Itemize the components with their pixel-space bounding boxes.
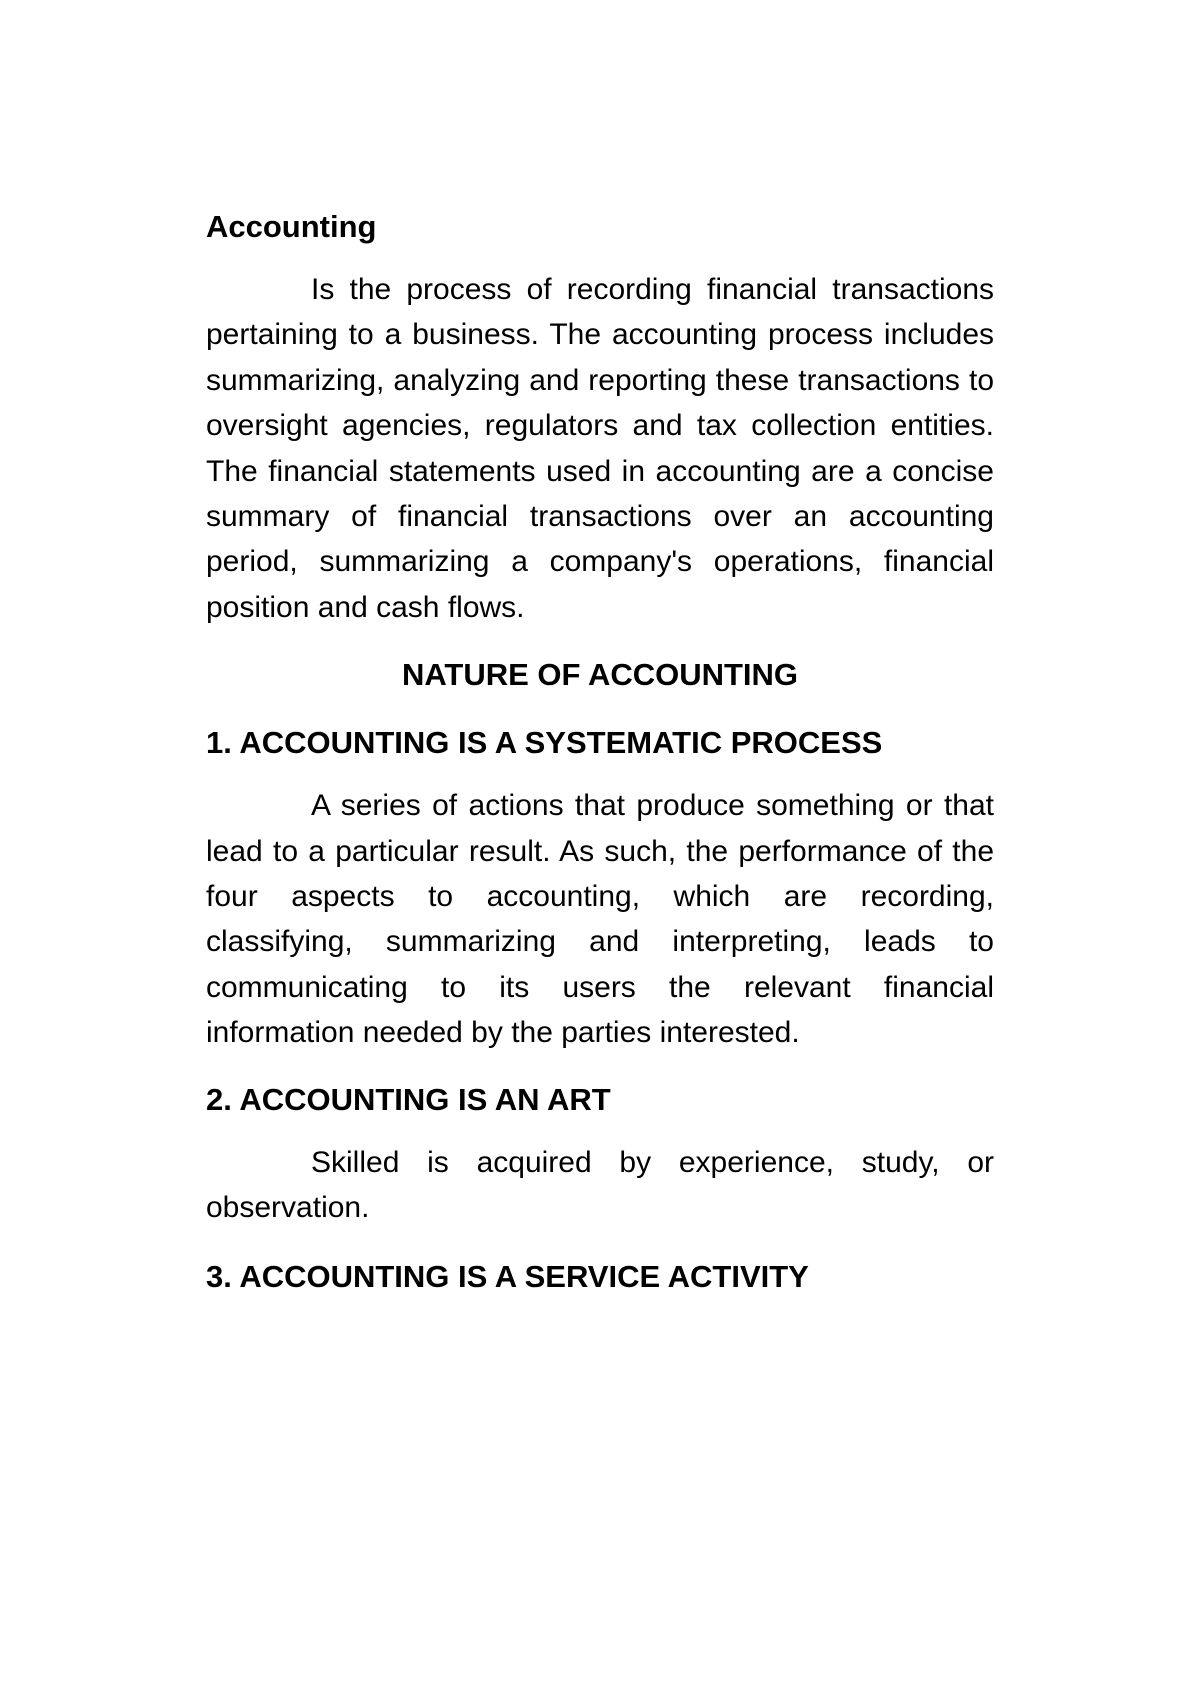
section-heading: NATURE OF ACCOUNTING [401,657,799,693]
intro-paragraph: Is the process of recording financial transactions pertaining to a business. The accounting process includes summarizing, analyzing and reporting these transactions to oversight agencies, regulators and tax collection entities. The financial statements used in accounting are a concise summary of financial transactions over an accounting period, summarizing a company's operations, financial position and cash flows. [206,273,994,624]
document-page [206,205,994,1299]
item-heading-1: 1. ACCOUNTING IS A SYSTEMATIC PROCESS [206,725,883,761]
document-title: Accounting [206,209,377,244]
item-body-2: Skilled is acquired by experience, study, or observation. [206,1145,994,1225]
item-heading-2: 2. ACCOUNTING IS AN ART [206,1081,611,1117]
item-body-1: A series of actions that produce something or that lead to a particular result. As such, the performance of the four aspects to accounting, which are recording, classifying, summarizing and interpreting, leads to communicating to its users the relevant financial information needed by the parties interested. [206,789,994,1050]
item-heading-3: 3. ACCOUNTING IS A SERVICE ACTIVITY [206,1258,809,1294]
